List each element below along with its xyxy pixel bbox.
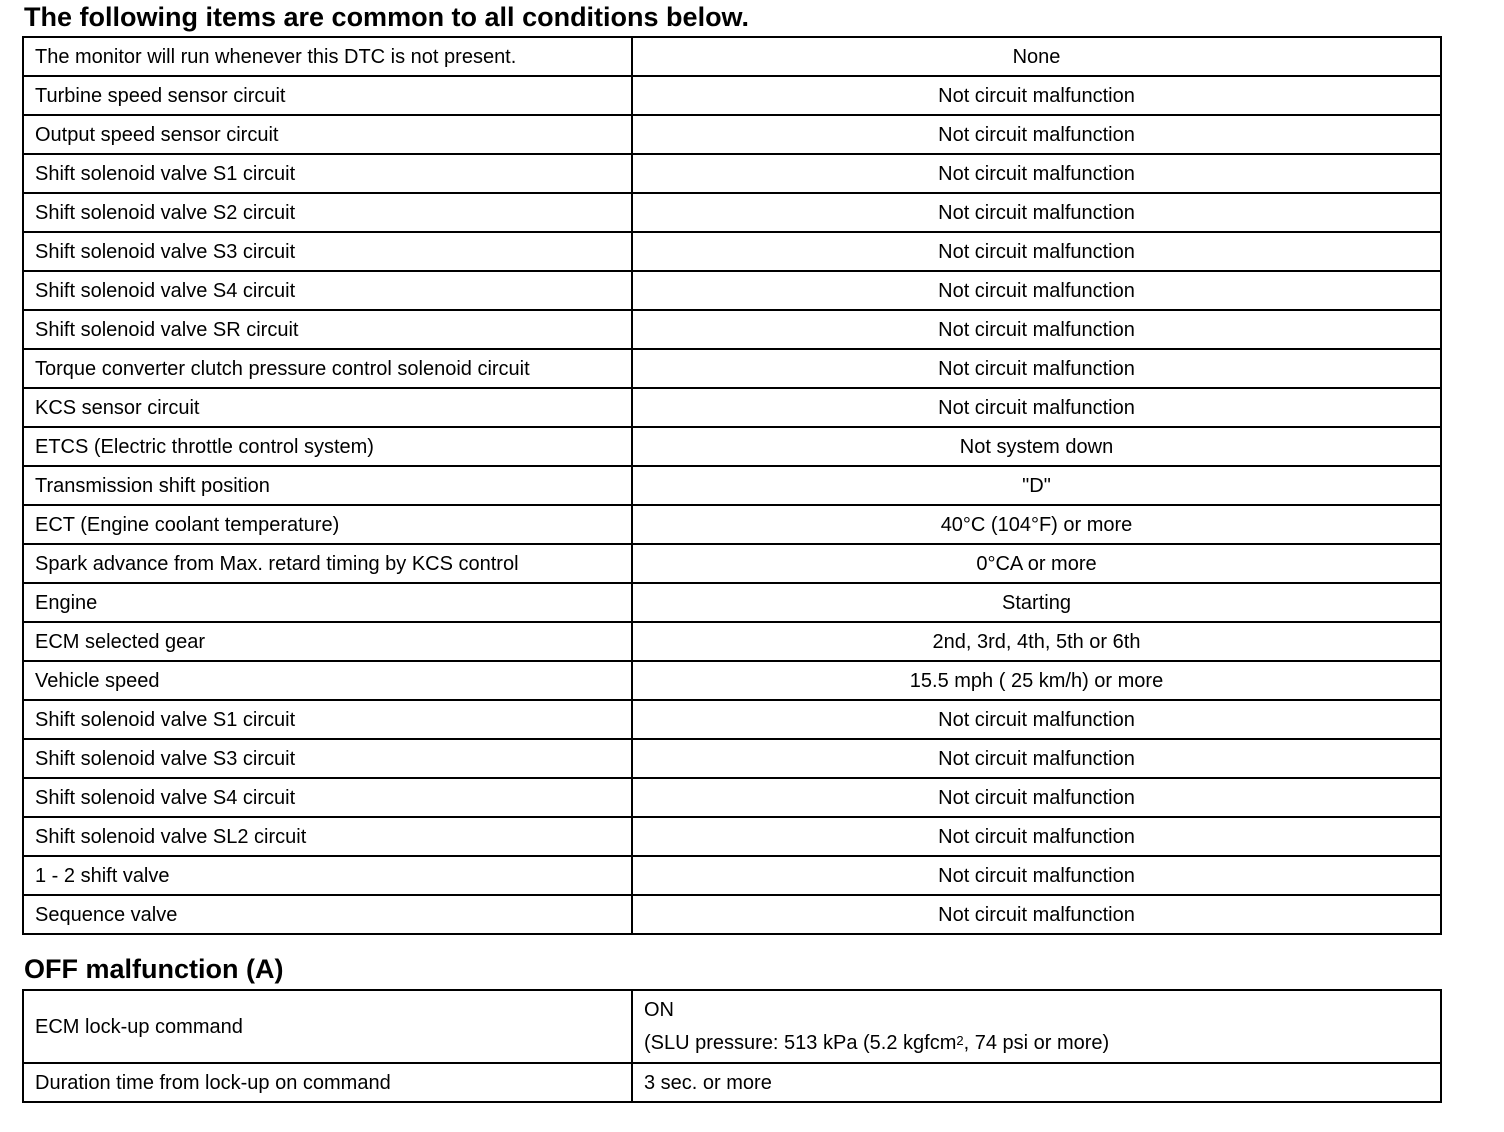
condition-item-cell: Shift solenoid valve S2 circuit [23,193,632,232]
table-row [23,466,1441,505]
condition-value-cell: Not circuit malfunction [632,895,1441,934]
condition-value-cell: 0°CA or more [632,544,1441,583]
condition-item-cell: ETCS (Electric throttle control system) [23,427,632,466]
slu-pressure-suffix: , 74 psi or more) [963,1032,1110,1054]
condition-value-cell: Not circuit malfunction [632,310,1441,349]
table-row [23,37,1441,76]
table-row [23,388,1441,427]
condition-value-cell: 15.5 mph ( 25 km/h) or more [632,661,1441,700]
condition-item-cell: ECM selected gear [23,622,632,661]
condition-value-cell: Not circuit malfunction [632,817,1441,856]
condition-item-cell: Turbine speed sensor circuit [23,76,632,115]
table-row [23,193,1441,232]
condition-item-cell: Sequence valve [23,895,632,934]
condition-value-cell: Not circuit malfunction [632,739,1441,778]
table-row [23,700,1441,739]
condition-item-cell: Output speed sensor circuit [23,115,632,154]
condition-item-cell: Shift solenoid valve S4 circuit [23,271,632,310]
condition-item-cell: Shift solenoid valve SL2 circuit [23,817,632,856]
condition-value-cell: Not circuit malfunction [632,154,1441,193]
table-row [23,622,1441,661]
table-row [23,232,1441,271]
condition-value-cell: Not circuit malfunction [632,232,1441,271]
condition-value-cell: Not circuit malfunction [632,193,1441,232]
condition-item-cell: ECT (Engine coolant temperature) [23,505,632,544]
table-row [23,76,1441,115]
condition-value-cell: Starting [632,583,1441,622]
condition-item-cell: Shift solenoid valve S1 circuit [23,700,632,739]
table-row [23,895,1441,934]
table-row [23,661,1441,700]
condition-item-cell: The monitor will run whenever this DTC is not present. [23,37,632,76]
common-conditions-heading: The following items are common to all conditions below. [24,2,750,32]
table-row [23,505,1441,544]
condition-item-cell: Duration time from lock-up on command [23,1063,632,1102]
condition-value-cell: Not system down [632,427,1441,466]
condition-value-cell: 2nd, 3rd, 4th, 5th or 6th [632,622,1441,661]
condition-value-cell: Not circuit malfunction [632,856,1441,895]
slu-pressure-value [644,1031,1429,1055]
condition-value-cell: None [632,37,1441,76]
condition-item-cell: Shift solenoid valve S4 circuit [23,778,632,817]
table-row [23,990,1441,1063]
table-row [23,349,1441,388]
condition-value-cell: "D" [632,466,1441,505]
common-conditions-table [22,36,1442,935]
condition-value-cell: Not circuit malfunction [632,778,1441,817]
table-row [23,154,1441,193]
table-row [23,856,1441,895]
condition-item-cell: ECM lock-up command [23,990,632,1063]
superscript-exponent: 2 [956,1033,964,1048]
condition-value-cell: 40°C (104°F) or more [632,505,1441,544]
condition-value-cell: Not circuit malfunction [632,271,1441,310]
table-row [23,310,1441,349]
table-row [23,115,1441,154]
condition-item-cell: Engine [23,583,632,622]
condition-item-cell: Torque converter clutch pressure control solenoid circuit [23,349,632,388]
off-malfunction-table [22,989,1442,1103]
common-conditions-table-body [23,37,1441,934]
condition-value-cell: 3 sec. or more [632,1063,1441,1102]
condition-value-cell: Not circuit malfunction [632,349,1441,388]
table-row [23,778,1441,817]
table-row [23,739,1441,778]
table-row [23,544,1441,583]
condition-item-cell: KCS sensor circuit [23,388,632,427]
condition-value-cell [632,990,1441,1063]
table-row [23,1063,1441,1102]
condition-value-cell: Not circuit malfunction [632,115,1441,154]
condition-value-cell: Not circuit malfunction [632,700,1441,739]
condition-item-cell: Vehicle speed [23,661,632,700]
condition-value-cell: Not circuit malfunction [632,76,1441,115]
condition-item-cell: Transmission shift position [23,466,632,505]
condition-item-cell: Spark advance from Max. retard timing by KCS control [23,544,632,583]
slu-pressure-prefix: (SLU pressure: 513 kPa (5.2 kgfcm [644,1032,957,1054]
condition-item-cell: Shift solenoid valve S3 circuit [23,232,632,271]
condition-item-cell: Shift solenoid valve S1 circuit [23,154,632,193]
table-row [23,583,1441,622]
table-row [23,427,1441,466]
table-row [23,271,1441,310]
table-row [23,817,1441,856]
condition-item-cell: 1 - 2 shift valve [23,856,632,895]
condition-value-cell: Not circuit malfunction [632,388,1441,427]
off-malfunction-heading: OFF malfunction (A) [24,954,284,984]
condition-item-cell: Shift solenoid valve SR circuit [23,310,632,349]
lockup-command-value: ON [644,999,674,1021]
condition-item-cell: Shift solenoid valve S3 circuit [23,739,632,778]
